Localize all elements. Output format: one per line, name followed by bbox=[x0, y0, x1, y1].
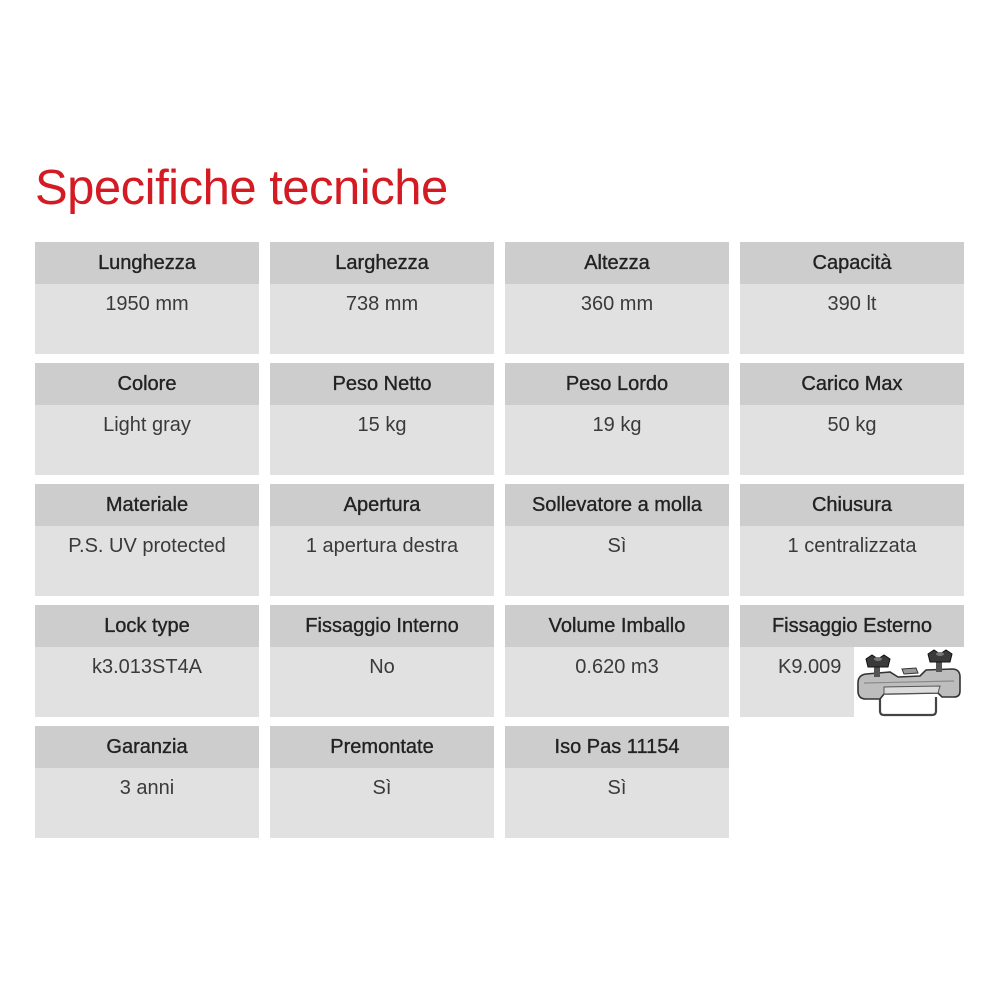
spec-label: Volume Imballo bbox=[505, 605, 729, 647]
spec-label: Peso Lordo bbox=[505, 363, 729, 405]
spec-cell-materiale bbox=[35, 484, 259, 596]
spec-label: Iso Pas 11154 bbox=[505, 726, 729, 768]
spec-cell-iso-pas bbox=[505, 726, 729, 838]
spec-label: Peso Netto bbox=[270, 363, 494, 405]
spec-cell-sollevatore bbox=[505, 484, 729, 596]
spec-value: K9.009 bbox=[778, 656, 842, 678]
spec-cell-carico-max bbox=[740, 363, 964, 475]
spec-cell-premontate bbox=[270, 726, 494, 838]
spec-label: Lunghezza bbox=[35, 242, 259, 284]
spec-value: 15 kg bbox=[357, 414, 407, 436]
spec-label: Fissaggio Interno bbox=[270, 605, 494, 647]
spec-cell-larghezza bbox=[270, 242, 494, 354]
spec-cell-garanzia bbox=[35, 726, 259, 838]
spec-value: Sì bbox=[607, 535, 627, 557]
spec-value: k3.013ST4A bbox=[91, 656, 203, 678]
spec-label: Altezza bbox=[505, 242, 729, 284]
spec-label: Lock type bbox=[35, 605, 259, 647]
spec-value: Light gray bbox=[103, 414, 191, 436]
spec-grid bbox=[35, 242, 967, 838]
spec-cell-lunghezza bbox=[35, 242, 259, 354]
spec-cell-apertura bbox=[270, 484, 494, 596]
spec-label: Chiusura bbox=[740, 484, 964, 526]
spec-value: 1 apertura destra bbox=[305, 535, 459, 557]
page-title: Specifiche tecniche bbox=[35, 161, 448, 215]
spec-cell-fissaggio-esterno bbox=[740, 605, 964, 717]
spec-value: 1 centralizzata bbox=[787, 535, 917, 557]
spec-value: 50 kg bbox=[827, 414, 877, 436]
spec-label: Apertura bbox=[270, 484, 494, 526]
spec-label: Fissaggio Esterno bbox=[740, 605, 964, 647]
spec-label: Garanzia bbox=[35, 726, 259, 768]
spec-label: Sollevatore a molla bbox=[505, 484, 729, 526]
spec-cell-capacita bbox=[740, 242, 964, 354]
spec-label: Carico Max bbox=[740, 363, 964, 405]
spec-value: 738 mm bbox=[345, 293, 419, 315]
spec-value: 3 anni bbox=[119, 777, 175, 799]
spec-value: 0.620 m3 bbox=[575, 656, 659, 678]
spec-cell-fissaggio-interno bbox=[270, 605, 494, 717]
spec-cell-lock-type bbox=[35, 605, 259, 717]
spec-cell-peso-netto bbox=[270, 363, 494, 475]
spec-value: Sì bbox=[607, 777, 627, 799]
spec-cell-colore bbox=[35, 363, 259, 475]
spec-label: Capacità bbox=[740, 242, 964, 284]
spec-cell-volume-imballo bbox=[505, 605, 729, 717]
spec-label: Materiale bbox=[35, 484, 259, 526]
spec-value: P.S. UV protected bbox=[68, 535, 226, 557]
spec-label: Larghezza bbox=[270, 242, 494, 284]
spec-value: 1950 mm bbox=[105, 293, 189, 315]
spec-label: Premontate bbox=[270, 726, 494, 768]
spec-cell-chiusura bbox=[740, 484, 964, 596]
mounting-clamp-kit-image bbox=[854, 647, 964, 717]
spec-value: 390 lt bbox=[827, 293, 877, 315]
spec-cell-peso-lordo bbox=[505, 363, 729, 475]
mounting-clamp-icon bbox=[854, 647, 964, 717]
spec-label: Colore bbox=[35, 363, 259, 405]
spec-value: 360 mm bbox=[580, 293, 654, 315]
spec-cell-altezza bbox=[505, 242, 729, 354]
spec-value: No bbox=[369, 656, 395, 678]
spec-value: Sì bbox=[372, 777, 392, 799]
spec-value: 19 kg bbox=[592, 414, 642, 436]
